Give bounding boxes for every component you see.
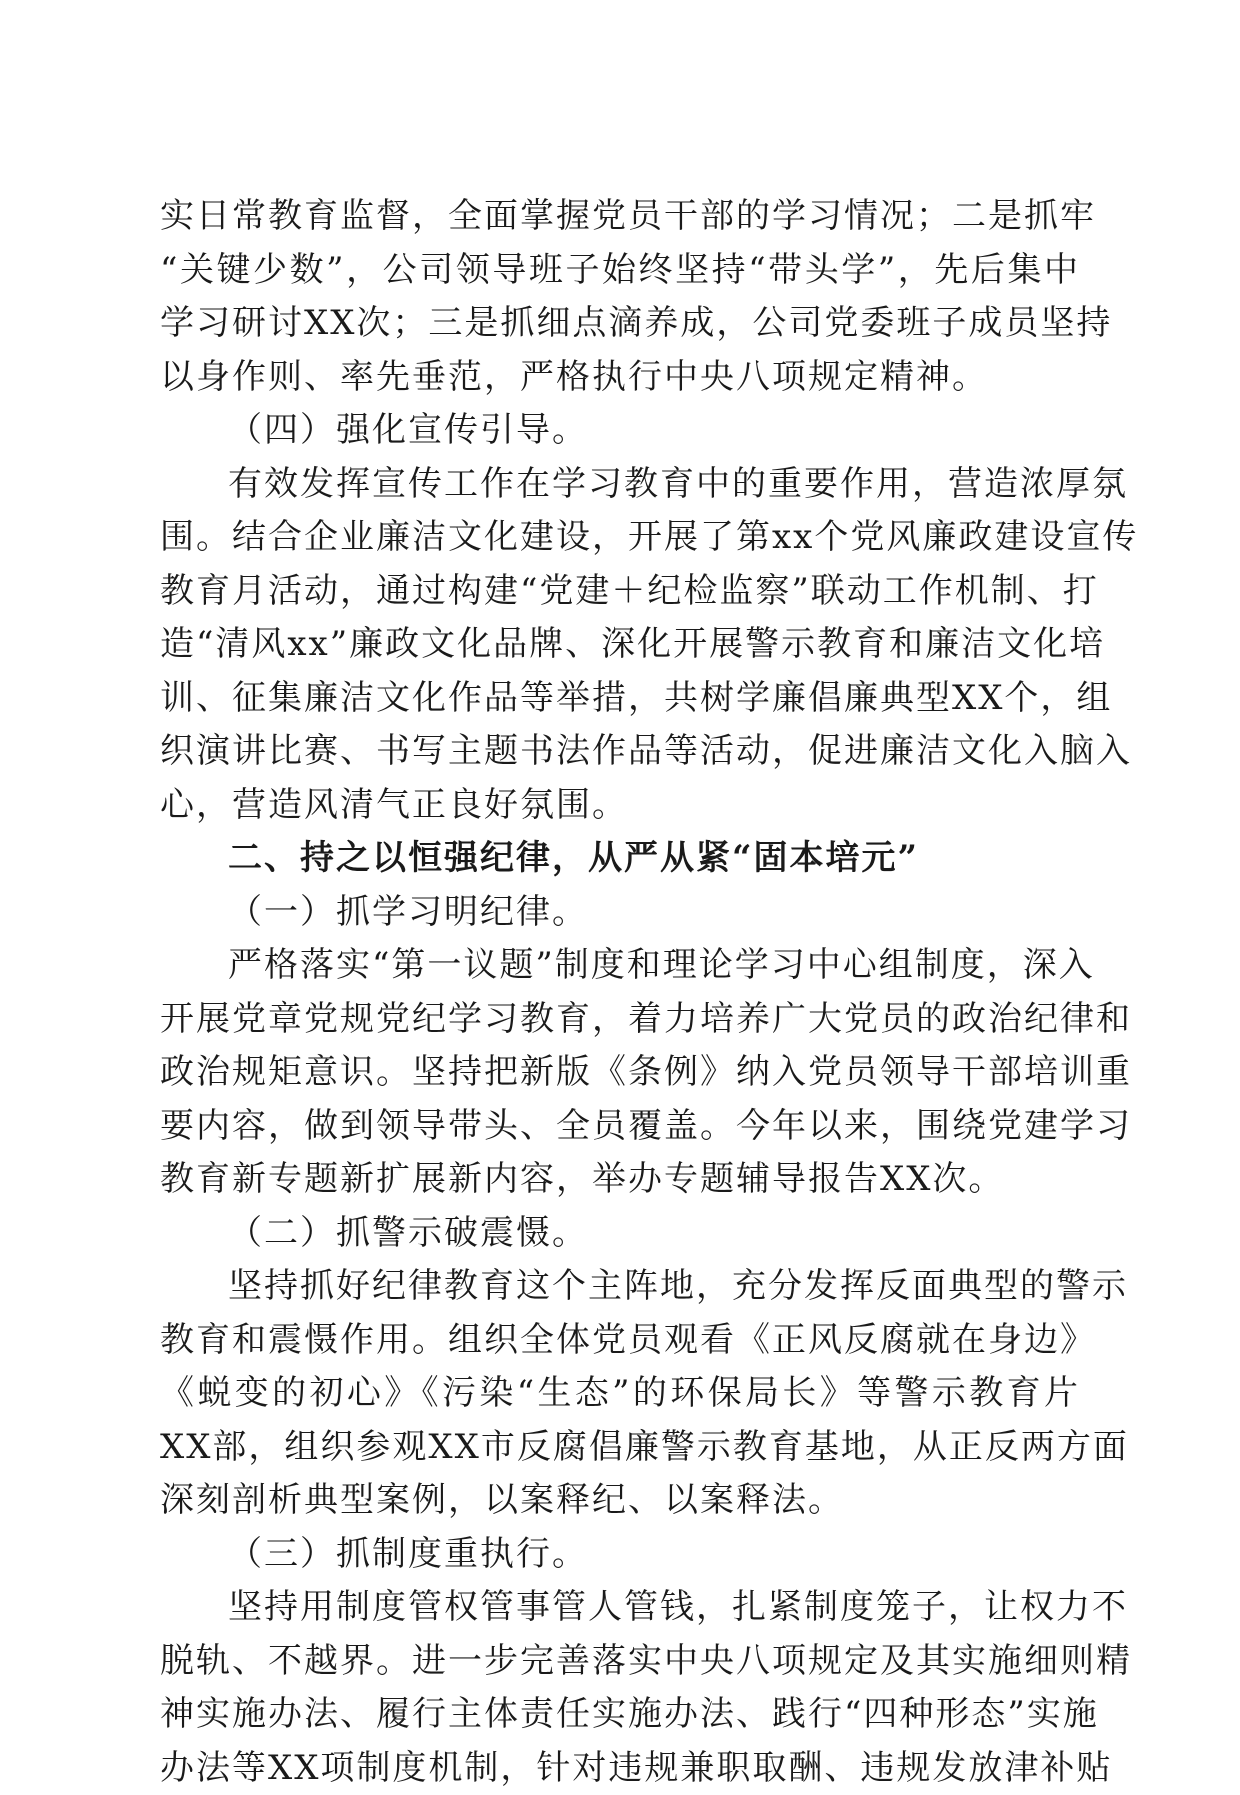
body-line: 造“清风xx”廉政文化品牌、深化开展警示教育和廉洁文化培 — [160, 618, 1080, 672]
subsection-heading: （一）抓学习明纪律。 — [160, 886, 1080, 940]
body-line: 心，营造风清气正良好氛围。 — [160, 779, 1080, 833]
body-line: 坚持用制度管权管事管人管钱，扎紧制度笼子，让权力不 — [160, 1581, 1080, 1635]
body-line: 脱轨、不越界。进一步完善落实中央八项规定及其实施细则精 — [160, 1635, 1080, 1689]
body-line: 教育和震慑作用。组织全体党员观看《正风反腐就在身边》 — [160, 1314, 1080, 1368]
body-line: 政治规矩意识。坚持把新版《条例》纳入党员领导干部培训重 — [160, 1046, 1080, 1100]
section-heading: 二、持之以恒强纪律，从严从紧“固本培元” — [160, 832, 1080, 886]
body-line: 有效发挥宣传工作在学习教育中的重要作用，营造浓厚氛 — [160, 458, 1080, 512]
body-line: 教育新专题新扩展新内容，举办专题辅导报告XX次。 — [160, 1153, 1080, 1207]
body-line: 织演讲比赛、书写主题书法作品等活动，促进廉洁文化入脑入 — [160, 725, 1080, 779]
body-line: 教育月活动，通过构建“党建＋纪检监察”联动工作机制、打 — [160, 565, 1080, 619]
subsection-heading: （三）抓制度重执行。 — [160, 1528, 1080, 1582]
body-line: 实日常教育监督，全面掌握党员干部的学习情况；二是抓牢 — [160, 190, 1080, 244]
body-line: 办法等XX项制度机制，针对违规兼职取酬、违规发放津补贴 — [160, 1742, 1080, 1795]
body-line: 围。结合企业廉洁文化建设，开展了第xx个党风廉政建设宣传 — [160, 511, 1080, 565]
body-line: “关键少数”，公司领导班子始终坚持“带头学”，先后集中 — [160, 244, 1080, 298]
body-line: 严格落实“第一议题”制度和理论学习中心组制度，深入 — [160, 939, 1080, 993]
body-line: 开展党章党规党纪学习教育，着力培养广大党员的政治纪律和 — [160, 993, 1080, 1047]
subsection-heading: （二）抓警示破震慑。 — [160, 1207, 1080, 1261]
body-line: 坚持抓好纪律教育这个主阵地，充分发挥反面典型的警示 — [160, 1260, 1080, 1314]
subsection-heading: （四）强化宣传引导。 — [160, 404, 1080, 458]
body-line: 以身作则、率先垂范，严格执行中央八项规定精神。 — [160, 351, 1080, 405]
body-line: 神实施办法、履行主体责任实施办法、践行“四种形态”实施 — [160, 1688, 1080, 1742]
body-line: XX部，组织参观XX市反腐倡廉警示教育基地，从正反两方面 — [160, 1421, 1080, 1475]
body-line: 训、征集廉洁文化作品等举措，共树学廉倡廉典型XX个，组 — [160, 672, 1080, 726]
document-page — [160, 190, 1080, 1795]
body-line: 《蜕变的初心》《污染“生态”的环保局长》等警示教育片 — [160, 1367, 1080, 1421]
body-line: 学习研讨XX次；三是抓细点滴养成，公司党委班子成员坚持 — [160, 297, 1080, 351]
body-line: 深刻剖析典型案例，以案释纪、以案释法。 — [160, 1474, 1080, 1528]
body-line: 要内容，做到领导带头、全员覆盖。今年以来，围绕党建学习 — [160, 1100, 1080, 1154]
